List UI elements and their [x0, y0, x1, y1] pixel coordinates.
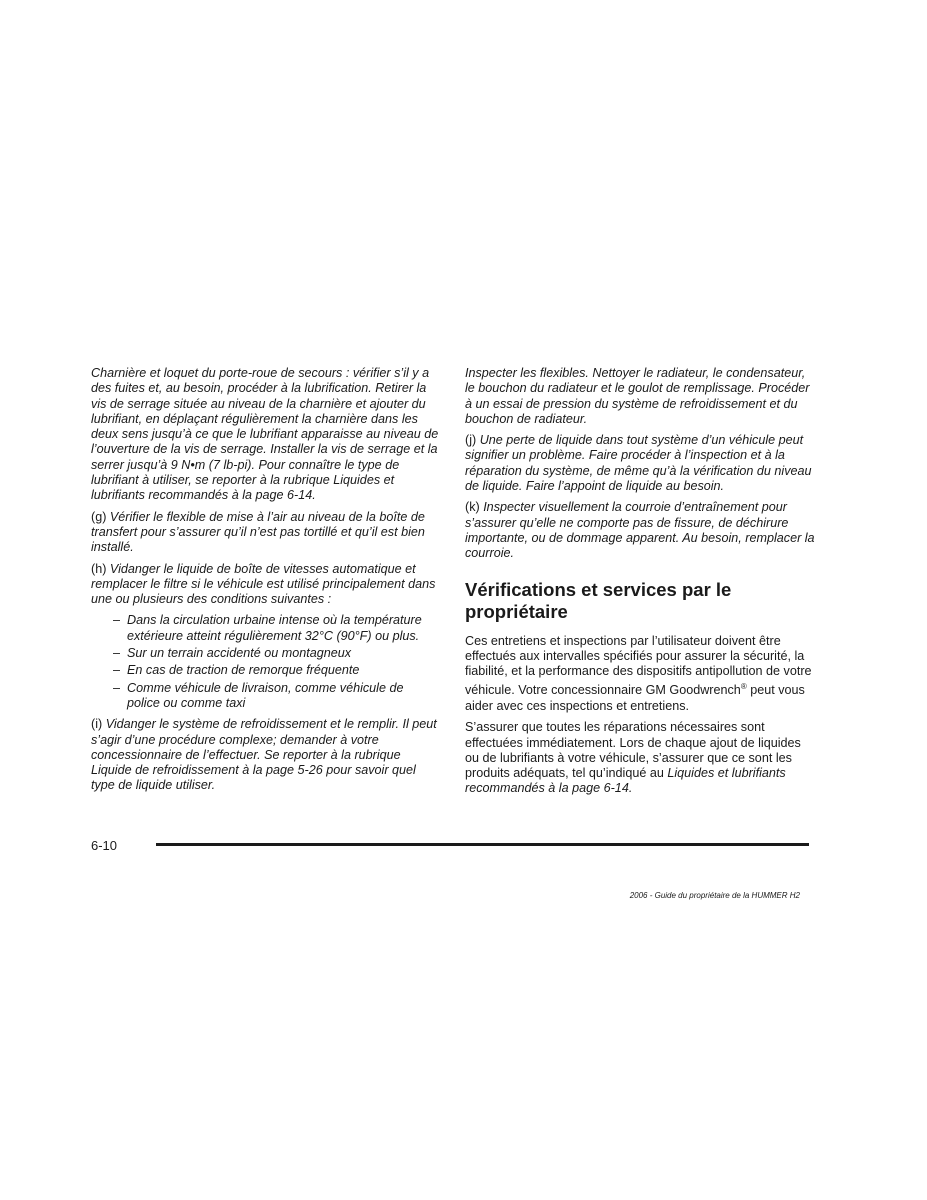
fluids-reference: Liquides et lubrifiants recommandés à la page 6-14.	[465, 766, 786, 796]
item-j-text: Une perte de liquide dans tout système d’un véhicule peut signifier un problème. Faire procéder à l’inspection et à la réparation du système, de même qu’à la vérification du niveau de liquide. Faire l’appoint de liquide au besoin.	[465, 433, 812, 494]
list-item: – Comme véhicule de livraison, comme véhicule de police ou comme taxi	[91, 681, 439, 712]
list-item: – Dans la circulation urbaine intense où la température extérieure atteint régulièrement 32°C (90°F) ou plus.	[91, 613, 439, 644]
inspect-hoses-paragraph: Inspecter les flexibles. Nettoyer le radiateur, le condensateur, le bouchon du radiateur et le goulot de remplissage. Procéder à un essai de pression du système de refroidissement et du bouchon de radiateur.	[465, 366, 810, 426]
item-h-text: Vidanger le liquide de boîte de vitesses automatique et remplacer le filtre si le véhicule est utilisé principalement dans une ou plusieurs des conditions suivantes :	[91, 561, 436, 607]
list-item: – Sur un terrain accidenté ou montagneux	[91, 646, 439, 661]
item-j	[465, 433, 815, 494]
footer-rule	[156, 843, 809, 846]
spare-tire-hinge-paragraph: Charnière et loquet du porte-roue de secours : vérifier s’il y a des fuites et, au besoin, procéder à la lubrification. Retirer la vis de serrage située au niveau de la charnière et ajouter du lubrifiant, en déplaçant régulièrement la charnière dans les deux sens jusqu’à ce que le lubrifiant apparaisse au niveau de l’ouverture de la vis de serrage. Installer la vis de serrage et la serrer jusqu’à 9 N•m (7 lb-pi). Pour connaître le type de lubrifiant à utiliser, se reporter à la rubrique Liquides et lubrifiants recommandés à la page 6-14.	[91, 366, 439, 503]
item-k-text: Inspecter visuellement la courroie d’entraînement pour s’assurer qu’elle ne comporte pas de fissure, de déchirure importante, ou de dommage apparent. Au besoin, remplacer la courroie.	[465, 500, 815, 561]
left-column	[91, 366, 439, 800]
repairs-paragraph	[465, 720, 815, 796]
item-h-label: (h)	[91, 561, 107, 576]
item-g-text: Vérifier le flexible de mise à l’air au niveau de la boîte de transfert pour s’assurer qu’il n’est pas tortillé et qu’il est bien installé.	[91, 509, 425, 555]
list-item: – En cas de traction de remorque fréquente	[91, 663, 439, 678]
item-k	[465, 500, 815, 561]
item-i	[91, 717, 439, 793]
owner-checks-text: Ces entretiens et inspections par l’utilisateur doivent être effectués aux intervalles spécifiés pour assurer la sécurité, la fiabilité, et la performance des dispositifs antipollution de votre véhicule. Votre concessionnaire GM Goodwrench	[465, 633, 812, 698]
section-heading: Vérifications et services par le propriétaire	[465, 578, 732, 622]
repairs-text: S’assurer que toutes les réparations nécessaires sont effectuées immédiatement. Lors de chaque ajout de liquides ou de lubrifiants à votre véhicule, s’assurer que ce sont les produits adéquats, tel qu’indiqué au	[465, 720, 801, 781]
conditions-list	[91, 613, 439, 711]
item-g	[91, 510, 439, 556]
owner-checks-text-end: peut vous aider avec ces inspections et entretiens.	[465, 683, 805, 713]
item-g-label: (g)	[91, 509, 107, 524]
item-j-label: (j)	[465, 433, 477, 448]
item-k-label: (k)	[465, 500, 480, 515]
owner-checks-paragraph	[465, 634, 815, 715]
page-number: 6-10	[91, 838, 118, 853]
item-i-label: (i)	[91, 717, 103, 732]
right-column	[465, 366, 815, 803]
item-i-text: Vidanger le système de refroidissement et le remplir. Il peut s’agir d’une procédure complexe; demander à votre concessionnaire de l’effectuer. Se reporter à la rubrique Liquide de refroidissement à la page 5-26 pour savoir quel type de liquide utiliser.	[91, 717, 437, 793]
item-h	[91, 562, 439, 608]
footer-title: 2006 - Guide du propriétaire de la HUMMER H2	[629, 891, 800, 900]
registered-mark: ®	[740, 682, 747, 692]
